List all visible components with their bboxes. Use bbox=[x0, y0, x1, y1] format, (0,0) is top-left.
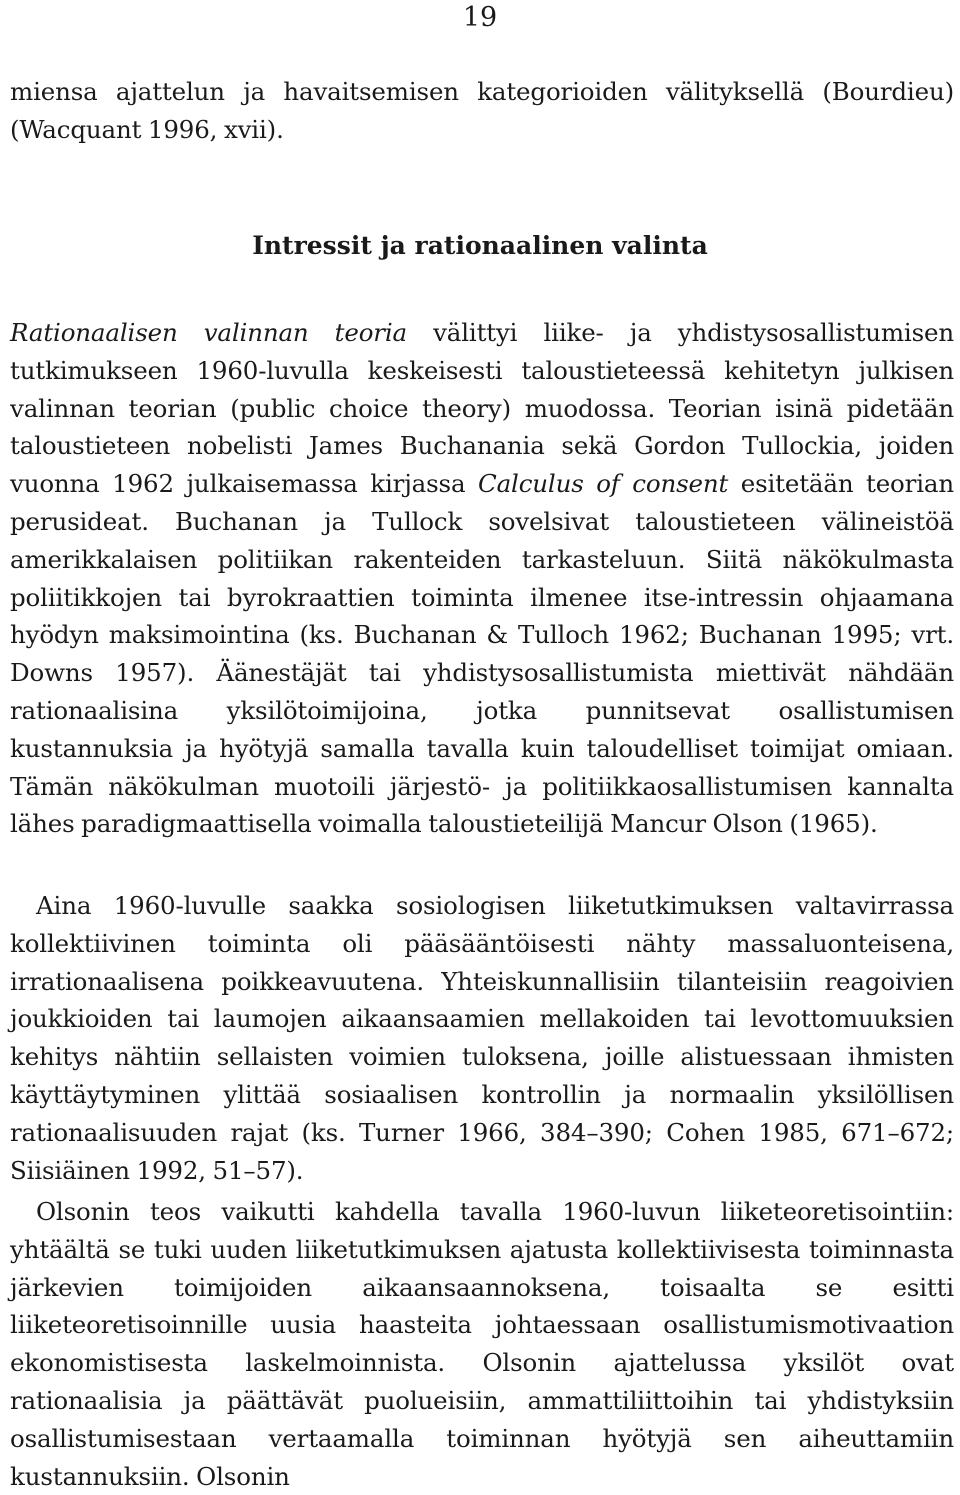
paragraph-3 bbox=[10, 887, 954, 1189]
paragraph-4 bbox=[10, 1193, 954, 1495]
section-heading: Intressit ja rationaalinen valinta bbox=[252, 231, 708, 260]
paragraph-1 bbox=[10, 73, 954, 149]
page-number: 19 bbox=[462, 2, 498, 33]
paragraph-1-text: miensa ajattelun ja havaitsemisen kategorioiden välityksellä (Bourdieu) (Wacquant 1996, xvii). bbox=[10, 77, 954, 144]
italic-term-rational-choice: Rationaalisen valinnan teoria bbox=[10, 318, 407, 347]
paragraph-2 bbox=[10, 314, 954, 843]
paragraph-2-text-2: esitetään teorian perusideat. Buchanan ja Tullock sovelsivat taloustieteen välineistöä amerikkalaisen politiikan rakenteiden tarkasteluun. Siitä näkökulmasta poliitikkojen tai byrokraattien toiminta ilmenee itse-intressin ohjaamana hyödyn maksimointina (ks. Buchanan & Tulloch 1962; Buchanan 1995; vrt. Downs 1957). Äänestäjät tai yhdistysosallistumista miettivät nähdään rationaalisina yksilötoimijoina, jotka punnitsevat osallistumisen kustannuksia ja hyötyjä samalla tavalla kuin taloudelliset toimijat omiaan. Tämän näkökulman muotoili järjestö- ja politiikkaosallistumisen kannalta lähes paradigmaattisella voimalla taloustieteilijä Mancur Olson (1965). bbox=[10, 469, 954, 839]
italic-book-title: Calculus of consent bbox=[477, 469, 729, 499]
paragraph-3-text: Aina 1960-luvulle saakka sosiologisen liiketutkimuksen valtavirrassa kollektiivinen toiminta oli pääsääntöisesti nähty massaluonteisena, irrationaalisena poikkeavuutena. Yhteiskunnallisiin tilanteisiin reagoivien joukkioiden tai laumojen aikaansaamien mellakoiden tai levottomuuksien kehitys nähtiin sellaisten voimien tuloksena, joille alistuessaan ihmisten käyttäytyminen ylittää sosiaalisen kontrollin ja normaalin yksilöllisen rationaalisuuden rajat (ks. Turner 1966, 384–390; Cohen 1985, 671–672; Siisiäinen 1992, 51–57). bbox=[10, 891, 954, 1185]
paragraph-2-text-1: välittyi liike- ja yhdistysosallistumisen tutkimukseen 1960-luvulla keskeisesti taloustieteessä kehitetyn julkisen valinnan teorian (public choice theory) muodossa. Teorian isinä pidetään taloustieteen nobelisti James Buchanania sekä Gordon Tullockia, joiden vuonna 1962 julkaisemassa kirjassa bbox=[10, 318, 954, 499]
paragraph-2-body bbox=[10, 314, 954, 843]
paragraph-4-text: Olsonin teos vaikutti kahdella tavalla 1960-luvun liiketeoretisointiin: yhtäältä se tuki uuden liiketutkimuksen ajatusta kollektiivisesta toiminnasta järkevien toimijoiden aikaansaannoksena, toisaalta se esitti liiketeoretisoinnille uusia haasteita johtaessaan osallistumismotivaation ekonomistisesta laskelmoinnista. Olsonin ajattelussa yksilöt ovat rationaalisia ja päättävät puolueisiin, ammattiliittoihin tai yhdistyksiin osallistumisestaan vertaamalla toiminnan hyötyjä sen aiheuttamiin kustannuksiin. Olsonin bbox=[10, 1197, 954, 1491]
